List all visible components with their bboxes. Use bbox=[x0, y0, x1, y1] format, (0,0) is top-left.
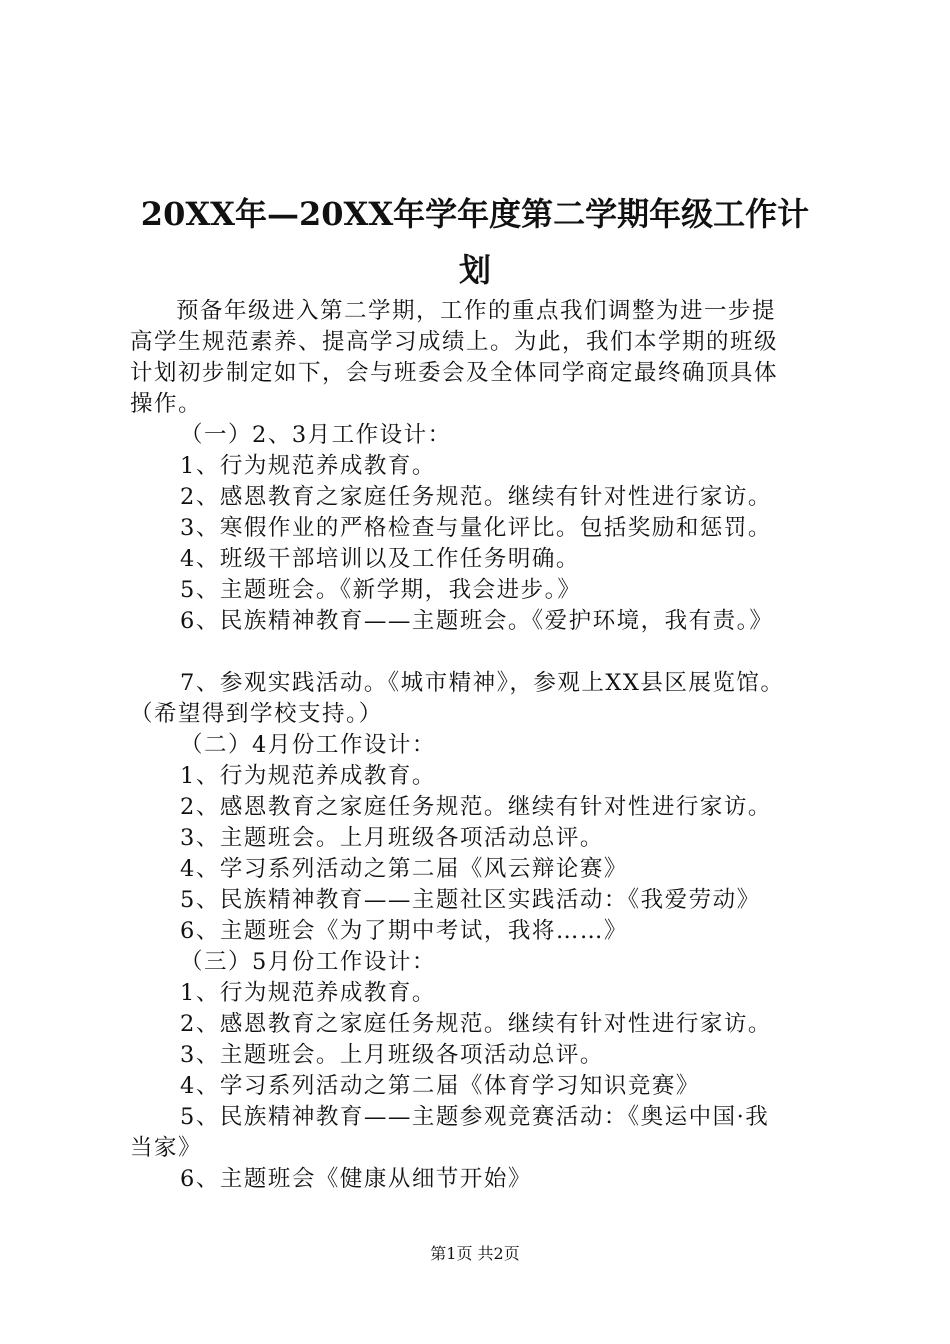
section-1-item: 5、主题班会。《新学期，我会进步。》 bbox=[180, 577, 582, 603]
section-1-item-7-continued: （希望得到学校支持。） bbox=[130, 701, 383, 727]
section-2-heading: （二）4月份工作设计： bbox=[180, 732, 436, 758]
section-1-heading: （一）2、3月工作设计： bbox=[180, 422, 452, 448]
intro-line-1: 预备年级进入第二学期，工作的重点我们调整为进一步提 bbox=[176, 298, 777, 324]
title-line-2: 划 bbox=[458, 251, 491, 289]
section-2-item: 1、行为规范养成教育。 bbox=[180, 763, 436, 789]
document-body bbox=[130, 296, 850, 1195]
section-3-heading: （三）5月份工作设计： bbox=[180, 949, 436, 975]
section-1-item: 4、班级干部培训以及工作任务明确。 bbox=[180, 546, 580, 572]
section-3-item: 2、感恩教育之家庭任务规范。继续有针对性进行家访。 bbox=[180, 1011, 772, 1037]
intro-line-4: 操作。 bbox=[130, 391, 203, 417]
section-2-item: 4、学习系列活动之第二届《风云辩论赛》 bbox=[180, 856, 628, 882]
section-2-item: 3、主题班会。上月班级各项活动总评。 bbox=[180, 825, 604, 851]
section-3-item-5-continued: 当家》 bbox=[130, 1135, 203, 1161]
section-1-item: 1、行为规范养成教育。 bbox=[180, 453, 436, 479]
section-3-item: 1、行为规范养成教育。 bbox=[180, 980, 436, 1006]
section-3-item: 4、学习系列活动之第二届《体育学习知识竞赛》 bbox=[180, 1073, 700, 1099]
title-line-1: 20XX年—20XX年学年度第二学期年级工作计 bbox=[140, 195, 810, 233]
page-footer: 第1页 共2页 bbox=[430, 1244, 520, 1263]
section-2-item: 2、感恩教育之家庭任务规范。继续有针对性进行家访。 bbox=[180, 794, 772, 820]
section-1-item: 2、感恩教育之家庭任务规范。继续有针对性进行家访。 bbox=[180, 484, 772, 510]
intro-line-3: 计划初步制定如下，会与班委会及全体同学商定最终确顶具体 bbox=[130, 360, 779, 386]
document-title bbox=[120, 186, 830, 298]
section-1-item: 3、寒假作业的严格检查与量化评比。包括奖励和惩罚。 bbox=[180, 515, 772, 541]
section-2-item: 6、主题班会《为了期中考试，我将……》 bbox=[180, 918, 628, 944]
intro-line-2: 高学生规范素养、提高学习成绩上。为此，我们本学期的班级 bbox=[130, 329, 779, 355]
blank-line bbox=[130, 637, 850, 668]
section-1-item: 6、民族精神教育——主题班会。《爱护环境，我有责。》 bbox=[180, 608, 774, 634]
section-1-item-7: 7、参观实践活动。《城市精神》，参观上XX县区展览馆。 bbox=[180, 670, 785, 696]
section-3-item: 3、主题班会。上月班级各项活动总评。 bbox=[180, 1042, 604, 1068]
section-2-item: 5、民族精神教育——主题社区实践活动：《我爱劳动》 bbox=[180, 887, 761, 913]
section-3-item-6: 6、主题班会《健康从细节开始》 bbox=[180, 1166, 532, 1192]
section-3-item-5: 5、民族精神教育——主题参观竞赛活动：《奥运中国·我 bbox=[180, 1104, 770, 1130]
